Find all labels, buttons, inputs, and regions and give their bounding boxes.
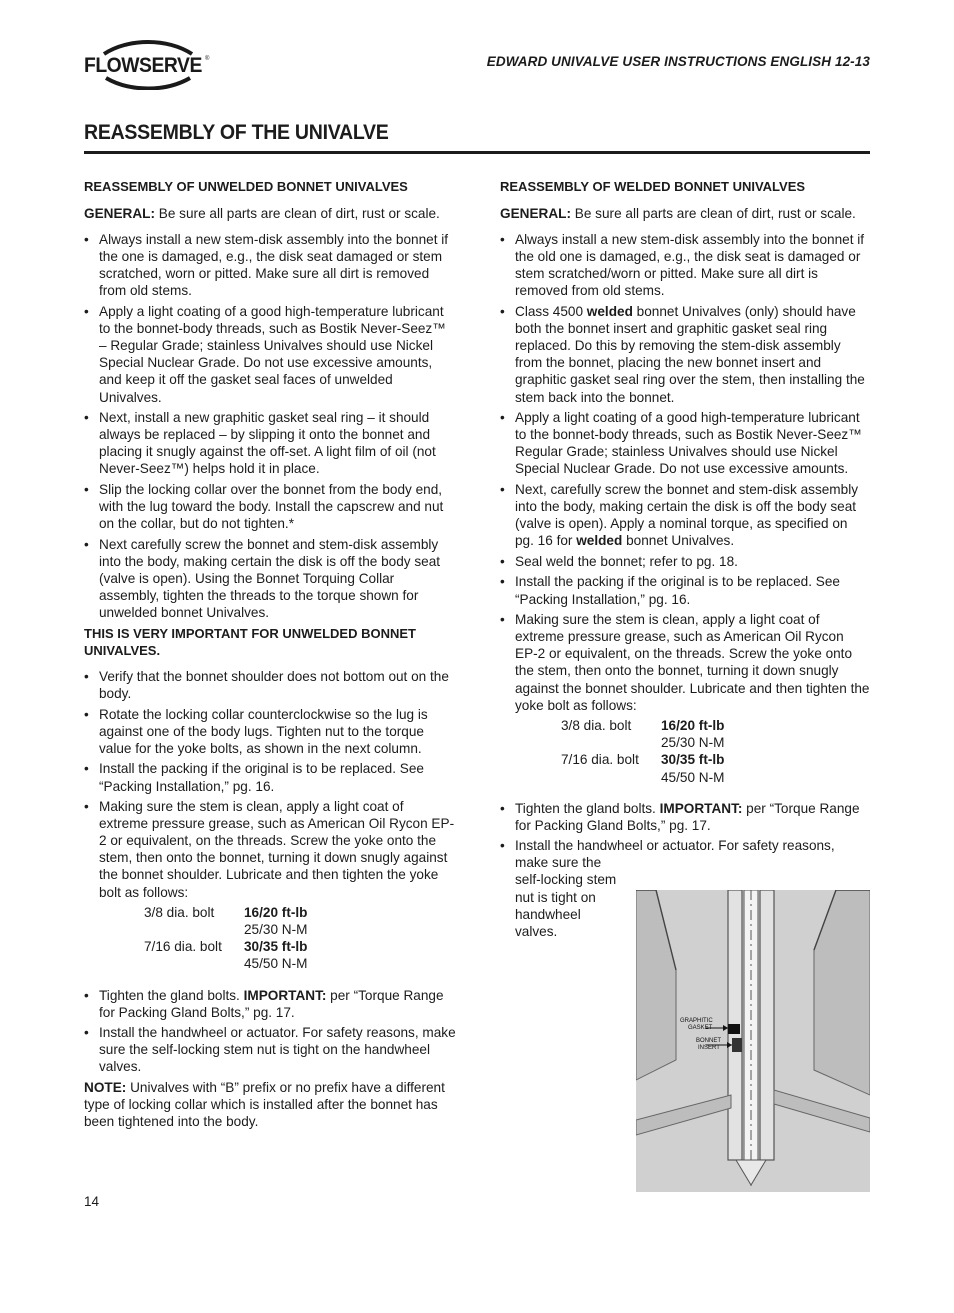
gland-text-post: per “Torque Range for Packing Gland Bolts,” pg. 17. <box>515 800 860 833</box>
gland-text: Tighten the gland bolts. <box>515 800 660 816</box>
general-text: Be sure all parts are clean of dirt, rust or scale. <box>571 206 856 222</box>
list-item: • Seal weld the bonnet; refer to pg. 18. <box>500 553 870 570</box>
unwelded-steps-list-2 <box>84 668 456 901</box>
left-column <box>84 178 456 1130</box>
list-item <box>500 800 870 834</box>
unwelded-general <box>84 205 456 222</box>
list-item: • Next carefully screw the bonnet and stem-disk assembly into the body, making certain the disk is off the body seat (valve is open). Using the Bonnet Torquing Collar assembly, tighten the threads to the torque shown for unwelded bonnet Univalves. <box>84 536 456 621</box>
torque-label: 7/16 dia. bolt <box>561 752 639 768</box>
page-title: REASSEMBLY OF THE UNIVALVE <box>84 121 389 144</box>
torque-label: 3/8 dia. bolt <box>144 905 215 921</box>
handwheel-text-rest: make sure the self-locking stem nut is tight on handwheel valves. <box>515 855 617 939</box>
gland-text-post: per “Torque Range for Packing Gland Bolts,” pg. 17. <box>99 987 444 1020</box>
important-label: IMPORTANT: <box>659 800 743 816</box>
figure-label: INSERT <box>698 1045 720 1051</box>
list-item: • Apply a light coating of a good high-temperature lubricant to the bonnet-body threads, such as Bostik Never-Seez™ – Regular Grade; stainless Univalves should use Nickel Special Nuclear Grade. Do not use excessive amounts, and keep it off the gasket seal faces of unwelded Univalves. <box>84 303 456 406</box>
welded-general <box>500 205 870 222</box>
list-item: • Always install a new stem-disk assembly into the bonnet if the one is damaged, e.g., the disk seat damaged or stem scratched, worn or pitted. Make sure all dirt is removed from old stems. <box>84 231 456 299</box>
general-label: GENERAL: <box>500 206 571 222</box>
torque-nm: 25/30 N-M <box>244 922 308 938</box>
list-item: • Apply a light coating of a good high-temperature lubricant to the bonnet-body threads, such as Bostik Never-Seez™ Regular Grade; stainless Univalves should use Nickel Special Nuclear Grade. Do not use excessive amounts. <box>500 409 870 477</box>
figure-label: GASKET <box>688 1025 713 1031</box>
list-item: • Install the packing if the original is to be replaced. See “Packing Installation,” pg. 16. <box>84 760 456 794</box>
valve-diagram-icon <box>636 890 870 1192</box>
logo-wordmark: FLOWSERVE <box>84 54 202 77</box>
list-item: • Making sure the stem is clean, apply a light coat of extreme pressure grease, such as American Oil Rycon EP-2 or equivalent, on the threads. Screw the yoke onto the stem, then onto the bonnet, turning it down snugly against the bonnet shoulder. Lubricate and then tighten the yoke bolt as follows: <box>500 611 870 714</box>
torque-label: 7/16 dia. bolt <box>144 939 222 955</box>
unwelded-steps-list-3 <box>84 987 456 1076</box>
gland-text: Tighten the gland bolts. <box>99 987 244 1003</box>
item-bold: welded <box>586 304 633 320</box>
item-text-post: bonnet Univalves. <box>622 533 735 549</box>
note-label: NOTE: <box>84 1080 127 1095</box>
list-item: • Next, install a new graphitic gasket seal ring – it should always be replaced – by slipping it onto the bonnet and placing it snugly against the off-set. A light film of oil (not Never-Seez™) helps hold it in place. <box>84 409 456 477</box>
unwelded-steps-list <box>84 231 456 621</box>
torque-ftlb: 30/35 ft-lb <box>661 752 725 768</box>
torque-ftlb: 16/20 ft-lb <box>661 718 725 734</box>
list-item: • Verify that the bonnet shoulder does not bottom out on the body. <box>84 668 456 702</box>
unwelded-section-heading: REASSEMBLY OF UNWELDED BONNET UNIVALVES <box>84 179 408 194</box>
figure-label: GRAPHITIC <box>680 1018 713 1024</box>
torque-ftlb: 30/35 ft-lb <box>244 939 308 955</box>
logo-registered-mark: ® <box>205 56 210 62</box>
torque-nm: 45/50 N-M <box>661 769 725 785</box>
welded-steps-list <box>500 231 870 714</box>
list-item: • Always install a new stem-disk assembly into the bonnet if the old one is damaged, e.g., the disk seat is damaged or stem scratched/worn or pitted. Make sure all dirt is removed from old stems. <box>500 231 870 299</box>
valve-cross-section-figure <box>636 890 870 1192</box>
document-title: EDWARD UNIVALVE USER INSTRUCTIONS ENGLISH 12-13 <box>486 54 870 69</box>
torque-table <box>500 717 870 785</box>
note-text: Univalves with “B” prefix or no prefix have a different type of locking collar which is installed after the bonnet has been tightened into the body. <box>84 1080 445 1130</box>
torque-nm: 25/30 N-M <box>661 735 725 751</box>
page-number: 14 <box>84 1194 100 1209</box>
welded-section-heading: REASSEMBLY OF WELDED BONNET UNIVALVES <box>500 179 806 194</box>
title-rule <box>84 151 870 154</box>
item-bold: welded <box>576 533 623 549</box>
flowserve-logo <box>84 40 212 90</box>
list-item: • Install the handwheel or actuator. For safety reasons, make sure the self-locking stem nut is tight on the handwheel valves. <box>84 1024 456 1075</box>
torque-table <box>84 904 456 972</box>
list-item <box>84 987 456 1021</box>
list-item <box>500 303 870 406</box>
list-item <box>500 481 870 549</box>
list-item: • Install the packing if the original is to be replaced. See “Packing Installation,” pg. 16. <box>500 573 870 607</box>
item-text-post: bonnet Univalves (only) should have both the bonnet insert and graphitic gasket seal ring replaced. Do this by removing the stem-disk assembly from the bonnet, placing the new bonnet insert and graphitic gasket seal ring over the stem, then installing the stem back into the bonnet. <box>515 304 865 405</box>
list-item: • Slip the locking collar over the bonnet from the body end, with the lug toward the body. Install the capscrew and nut on the collar, but do not tighten.* <box>84 481 456 532</box>
important-label: IMPORTANT: <box>243 987 327 1003</box>
right-column <box>500 178 870 943</box>
item-text: Next, carefully screw the bonnet and stem-disk assembly into the body, making certain the disk is off the body seat (valve is open). Apply a nominal torque, as specified on pg. 16 for <box>515 482 859 549</box>
general-text: Be sure all parts are clean of dirt, rust or scale. <box>155 206 440 222</box>
note-paragraph <box>84 1079 456 1130</box>
torque-nm: 45/50 N-M <box>244 956 308 972</box>
list-item: • Making sure the stem is clean, apply a light coat of extreme pressure grease, such as American Oil Rycon EP-2 or equivalent, on the threads. Screw the yoke onto the stem, then onto the bonnet, turning it down snugly against the bonnet shoulder. Lubricate and then tighten the yoke bolt as follows: <box>84 798 456 901</box>
torque-ftlb: 16/20 ft-lb <box>244 905 308 921</box>
torque-label: 3/8 dia. bolt <box>561 718 632 734</box>
list-item: • Rotate the locking collar counterclockwise so the lug is against one of the body lugs. Tighten nut to the torque value for the yoke bolts, as shown in the next column. <box>84 706 456 757</box>
important-heading: THIS IS VERY IMPORTANT FOR UNWELDED BONNET UNIVALVES. <box>84 625 416 658</box>
item-text: Class 4500 <box>515 304 587 320</box>
handwheel-text-first: Install the handwheel or actuator. For safety reasons, <box>515 838 835 854</box>
general-label: GENERAL: <box>84 206 155 222</box>
figure-label: BONNET <box>696 1038 722 1044</box>
